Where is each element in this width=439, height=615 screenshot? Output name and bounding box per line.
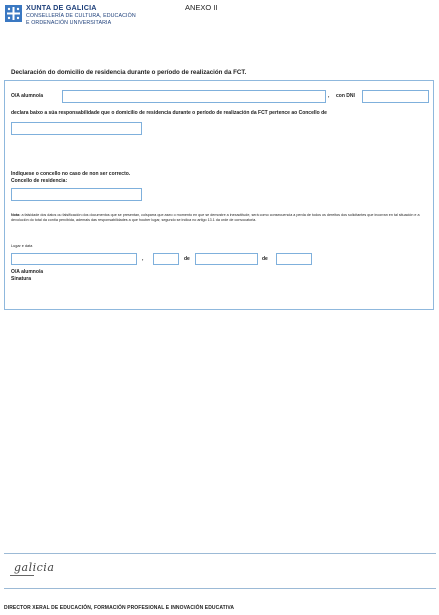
- signature-role: O/A alumno/a: [11, 269, 44, 275]
- place-field[interactable]: [11, 253, 137, 265]
- xunta-logo-icon: [5, 5, 22, 22]
- legal-note: [11, 213, 429, 223]
- day-field[interactable]: [153, 253, 179, 265]
- galicia-logo: galicia: [14, 561, 55, 574]
- note-text: a falsidade dos datos ou falsificación dos documentos que se presentan, colsparra que aseo o momento en que se demostre a inexactitude, será como consecuencia a perda de todos os dereitos dos solicitantes que incorran en tal situación e a devolución do total da contía percibida, ademais das responsabilidades a que houber lugar, segundo se indica no artigo 13.1 da orde de convocatoria.: [11, 213, 420, 223]
- footer-band: [4, 553, 436, 589]
- de-label-1: de: [184, 256, 190, 262]
- indicate-text: Indíquese o concello no caso de non ser correcto.: [11, 171, 131, 177]
- dni-field[interactable]: [362, 90, 429, 103]
- org-department: CONSELLERÍA DE CULTURA, EDUCACIÓN: [26, 13, 136, 19]
- place-date-label: Lugar e data: [11, 244, 33, 248]
- month-field[interactable]: [195, 253, 258, 265]
- note-bold: Nota:: [11, 213, 21, 217]
- concello-field[interactable]: [11, 122, 142, 135]
- comma-separator: ,: [328, 93, 330, 99]
- de-label-2: de: [262, 256, 268, 262]
- date-comma: ,: [142, 256, 144, 262]
- org-department-line2: E ORDENACIÓN UNIVERSITARIA: [26, 19, 112, 26]
- residence-field[interactable]: [11, 188, 142, 201]
- declaration-text: declara baixo a súa responsabilidade que o domicilio de residencia durante o período de realización da FCT pertence ao Concello de: [11, 110, 327, 116]
- director-title: DIRECTOR XERAL DE EDUCACIÓN, FORMACIÓN PROFESIONAL E INNOVACIÓN EDUCATIVA: [4, 605, 235, 611]
- student-name-field[interactable]: [62, 90, 326, 103]
- residence-label: Concello de residencia:: [11, 178, 68, 184]
- form-title: Declaración do domicilio de residencia durante o período de realización da FCT.: [11, 69, 247, 76]
- signature-label: Sinatura: [11, 276, 32, 282]
- student-label: O/A alumno/a: [11, 93, 44, 99]
- annex-label: ANEXO II: [185, 3, 218, 12]
- galicia-logo-underline: [10, 575, 34, 576]
- dni-label: con DNI: [336, 93, 355, 99]
- org-name: XUNTA DE GALICIA: [26, 3, 97, 12]
- year-field[interactable]: [276, 253, 312, 265]
